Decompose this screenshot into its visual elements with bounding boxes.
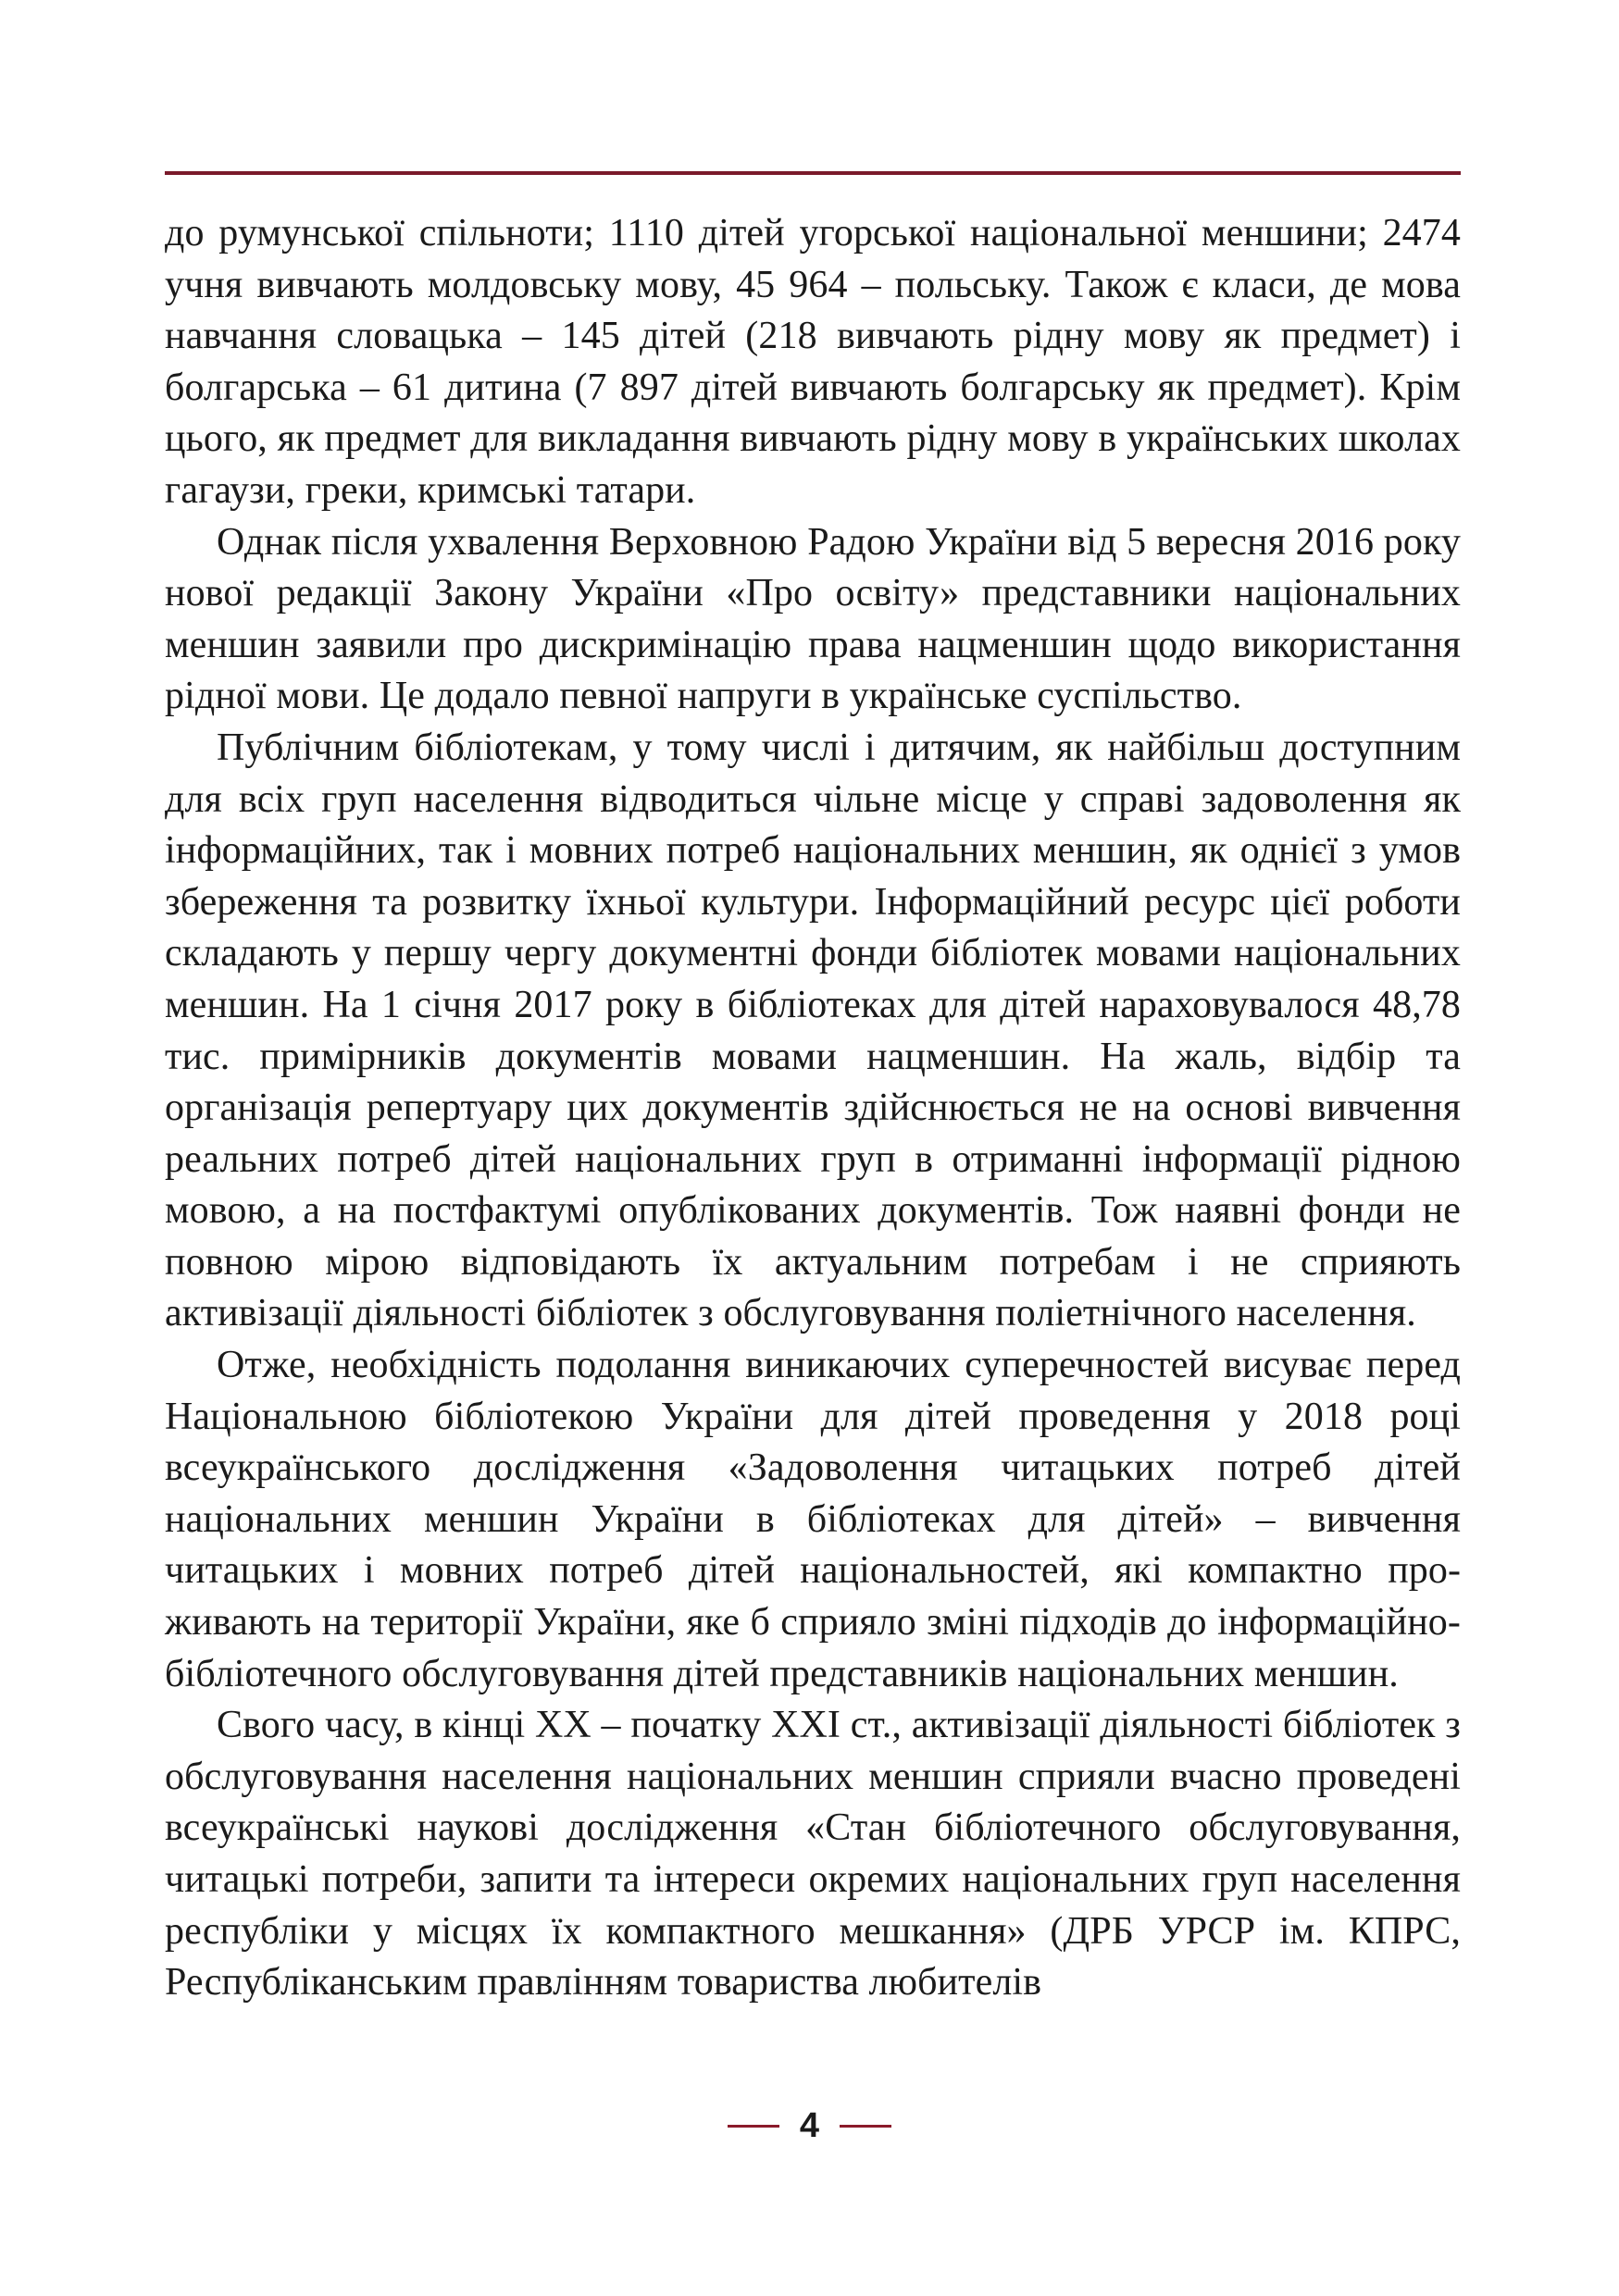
paragraph-1: до румунської спільноти; 1110 дітей угорської національної меншини; 2474 учня вивчають молдовську мову, 45 964 – польську. Також є класи, де мова навчання словацька – 145 дітей (218 вивчають рідну мову як предмет) і болгарська – 61 дитина (7 897 дітей вивчають болгарську як предмет). Крім цього, як предмет для викладання вивчають рідну мову в українських школах гагаузи, греки, кримські татари.	[165, 212, 1461, 512]
paragraph-5: Свого часу, в кінці XX – початку XXI ст., активізації діяльності бібліотек з обслуговування населення національних меншин сприяли вчасно проведені всеукраїнські наукові дослідження «Стан бібліотечного обслуговування, читацькі потреби, запити та інтереси окремих національних груп населення республіки у місцях їх компактного мешкання» (ДРБ УРСР ім. КПРС, Республіканським правлінням товариства любителів	[165, 1704, 1461, 2004]
paragraph-4: Отже, необхідність подолання виникаючих суперечностей висуває перед Національною бібліотекою України для дітей проведення у 2018 році всеукраїнського дослідження «Задоволення читацьких потреб дітей національних меншин України в бібліотеках для дітей» – вивчення читацьких і мовних потреб дітей національностей, які компактно проживають на території України, яке б сприяло зміні підходів до інформаційно-бібліотечного обслуговування дітей представників національних меншин.	[165, 1344, 1461, 1695]
page-footer	[0, 2098, 1619, 2153]
footer-dash-right	[840, 2125, 891, 2128]
paragraph-3: Публічним бібліотекам, у тому числі і дитячим, як найбільш доступним для всіх груп населення відводиться чільне місце у справі задоволення як інформаційних, так і мовних потреб національних меншин, як однієї з умов збереження та розвитку їхньої культури. Інформаційний ресурс цієї роботи складають у першу чергу документні фонди бібліотек мовами національних меншин. На 1 січня 2017 року в бібліотеках для дітей нараховувалося 48,78 тис. примірників документів мовами нацменшин. На жаль, відбір та організація репертуару цих документів здійснюється не на основі вивчення реальних потреб дітей національних груп в отриманні інформації рідною мовою, а на постфактумі опублікованих документів. Тож наявні фонди не повною мірою відповідають їх актуальним потребам і не сприяють активізації діяльності бібліотек з обслуговування поліетнічного населення.	[165, 726, 1461, 1335]
body-text	[165, 208, 1461, 2009]
footer-dash-left	[728, 2125, 779, 2128]
header-rule	[165, 171, 1461, 175]
paragraph-2: Однак після ухвалення Верховною Радою України від 5 вересня 2016 року нової редакції Закону України «Про освіту» представники національних меншин заявили про дискримінацію права нацменшин щодо використання рідної мови. Це додало певної напруги в українське суспільство.	[165, 520, 1461, 718]
page-number: 4	[799, 2105, 820, 2145]
